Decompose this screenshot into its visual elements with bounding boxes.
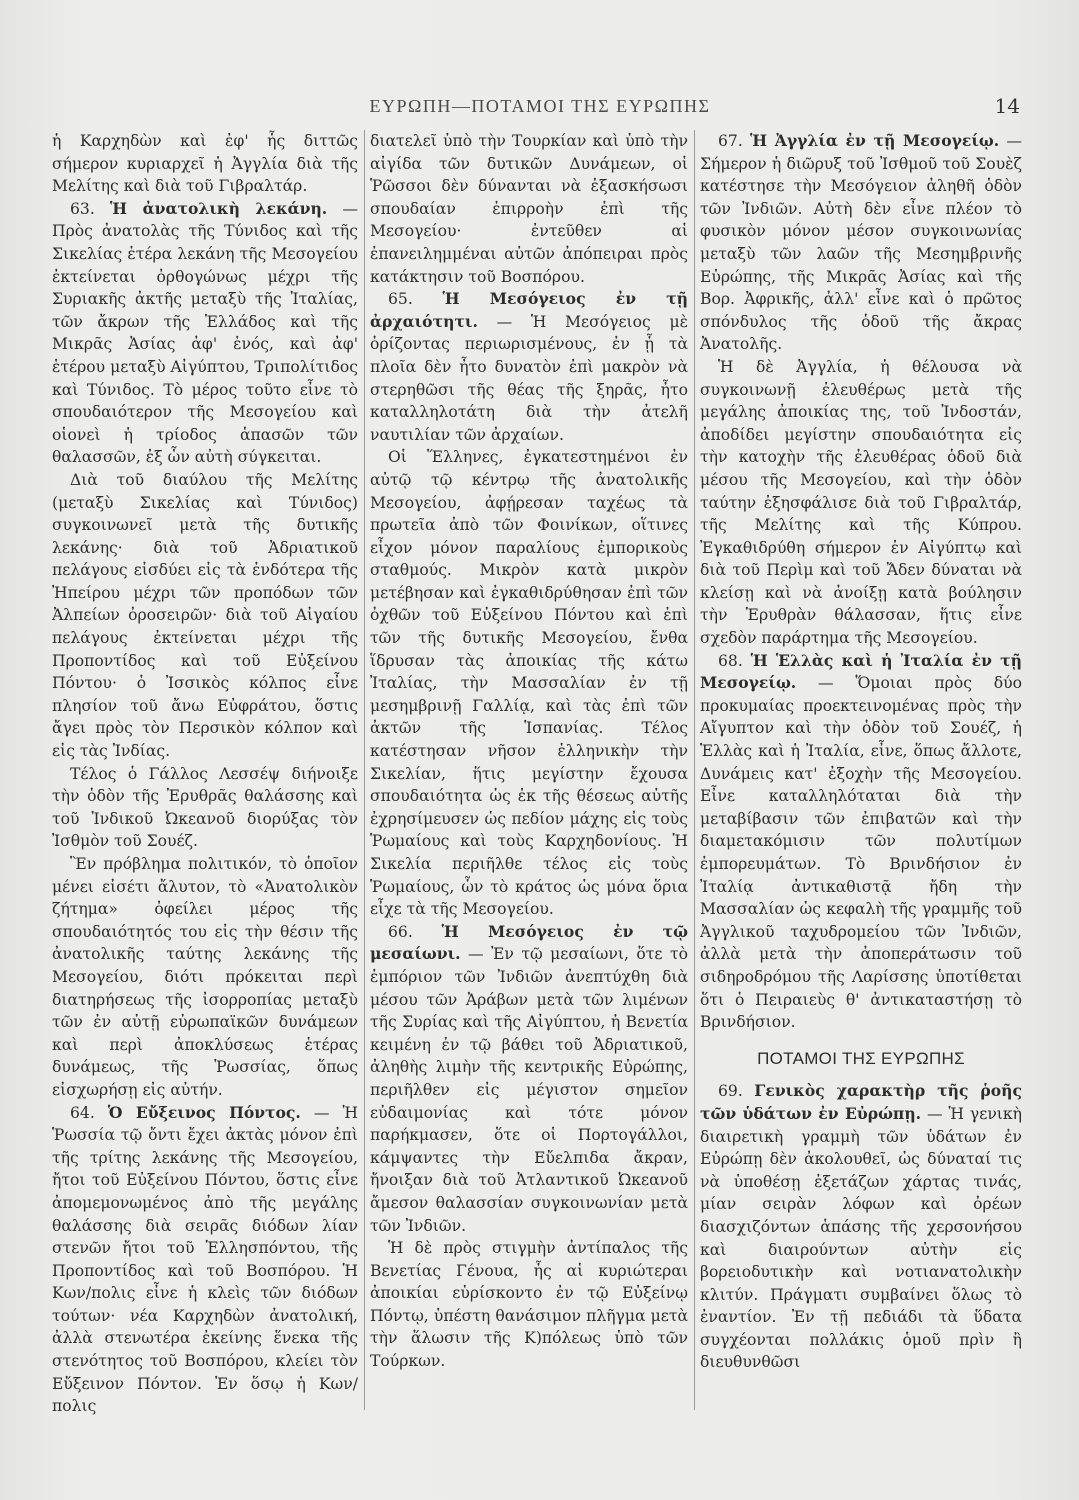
- paragraph: Ἡ δὲ Ἀγγλία, ἡ θέλουσα νὰ συγκοινωνῇ ἐλευθέρως μετὰ τῆς μεγάλης ἀποικίας της, τοῦ Ἰνδοστάν, ἀποδίδει μεγίστην σπουδαιότητα εἰς τὴν κατοχὴν τῆς ἐλευθέρας ὁδοῦ διὰ μέσου τῆς Μεσογείου, καὶ τὴν ὁδὸν ταύτην ἐξησφάλισε διὰ τοῦ Γιβραλτάρ, τῆς Μελίτης καὶ τῆς Κύπρου. Ἐγκαθιδρύθη σήμερον ἐν Αἰγύπτῳ καὶ διὰ τοῦ Περὶμ καὶ τοῦ Ἄδεν δύναται νὰ κλείσῃ καὶ νὰ ἀνοίξῃ κατὰ βούλησιν τὴν Ἐρυθρὰν θάλασσαν, ἥτις εἶνε σχεδὸν παράρτημα τῆς Μεσογείου.: [700, 357, 1022, 648]
- section-text: — Ὅμοιαι πρὸς δύο προκυμαίας προεκτεινομένας πρὸς τὴν Αἴγυπτον καὶ τὴν ὁδὸν τοῦ Σουέζ, ἡ Ἑλλὰς καὶ ἡ Ἰταλία, εἶνε, ὅπως ἄλλοτε, Δυνάμεις κατ' ἐξοχὴν τῆς Μεσογείου. Εἶνε καταλληλόταται διὰ τὴν μεταβίβασιν τῶν ἐπιβατῶν καὶ τὴν διαμετακόμισιν τῶν πολυτίμων ἐμπορευμάτων. Τὸ Βρινδήσιον ἐν Ἰταλίᾳ ἀντικαθιστᾷ ἤδη τὴν Μασσαλίαν ὡς κεφαλὴ τῆς γραμμῆς τοῦ Ἀγγλικοῦ ταχυδρομείου τῶν Ἰνδιῶν, ἀλλὰ μετὰ τὴν ἀποπεράτωσιν τοῦ σιδηροδρόμου τῆς Λαρίσσης ὑποτίθεται ὅτι ὁ Πειραιεὺς θ' ἀντικαταστήσῃ τὸ Βρινδήσιον.: [700, 674, 1022, 1032]
- section-heading: Ἡ Μεσόγειος ἐν τῷ μεσαίωνι.: [370, 921, 688, 964]
- section-paragraph-66: [370, 921, 688, 1237]
- section-heading: Ὁ Εὔξεινος Πόντος.: [107, 1102, 301, 1122]
- paragraph: Οἱ Ἕλληνες, ἐγκατεστημένοι ἐν αὐτῷ τῷ κέντρῳ τῆς ἀνατολικῆς Μεσογείου, ἀφῄρεσαν ταχέως τὰ πρωτεῖα ἀπὸ τῶν Φοινίκων, οἵτινες εἶχον μόνον παραλίους ἐμπορικοὺς σταθμούς. Μικρὸν κατὰ μικρὸν μετέβησαν καὶ ἐγκαθιδρύθησαν ἐπὶ τῶν ὀχθῶν τοῦ Εὐξείνου Πόντου καὶ ἐπὶ τῶν τῆς δυτικῆς Μεσογείου, ἔνθα ἵδρυσαν τὰς ἀποικίας τῆς κάτω Ἰταλίας, τὴν Μασσαλίαν ἐν τῇ μεσημβρινῇ Γαλλίᾳ, καὶ τὰς ἐπὶ τῶν ἀκτῶν τῆς Ἱσπανίας. Τέλος κατέστησαν νῆσον ἑλληνικὴν τὴν Σικελίαν, ἥτις μεγίστην ἔχουσα σπουδαιότητα ὡς ἐκ τῆς θέσεως αὐτῆς ἐχρησίμευσεν ὡς πεδίον μάχης εἰς τοὺς Ῥωμαίους καὶ τοὺς Καρχηδονίους. Ἡ Σικελία περιῆλθε τέλος εἰς τοὺς Ῥωμαίους, ὧν τὸ κράτος ὡς μόνα ὅρια εἶχε τὰ τῆς Μεσογείου.: [370, 448, 688, 919]
- section-number: 67.: [718, 132, 743, 150]
- section-paragraph-65: [370, 288, 688, 446]
- running-title: ΕΥΡΩΠΗ—ΠΟΤΑΜΟΙ ΤΗΣ ΕΥΡΩΠΗΣ: [369, 96, 711, 116]
- section-text: — Ἐν τῷ μεσαίωνι, ὅτε τὸ ἐμπόριον τῶν Ἰνδιῶν ἀνεπτύχθη διὰ μέσου τῶν Ἀράβων μετὰ τῶν λιμένων τῆς Συρίας καὶ τῆς Αἰγύπτου, ἡ Βενετία κειμένη ἐν τῷ βάθει τοῦ Ἀδριατικοῦ, ἀληθὴς λιμὴν τῆς κεντρικῆς Εὐρώπης, περιῆλθεν εἰς μέγιστον σημεῖον εὐδαιμονίας καὶ τότε μόνον παρήκμασεν, ὅτε οἱ Πορτογάλλοι, κάμψαντες τὴν Εὔελπιδα ἄκραν, ἤνοιξαν διὰ τοῦ Ἀτλαντικοῦ Ὠκεανοῦ ἄμεσον θαλασσίαν συγκοινωνίαν μετὰ τῶν Ἰνδιῶν.: [370, 945, 688, 1235]
- section-paragraph-63: [52, 198, 358, 469]
- section-paragraph-68: [700, 650, 1022, 1034]
- paragraph: Ἡ δὲ πρὸς στιγμὴν ἀντίπαλος τῆς Βενετίας Γένουα, ἧς αἱ κυριώτεραι ἀποικίαι εὑρίσκοντο ἐν τῷ Εὐξείνῳ Πόντῳ, ὑπέστη θανάσιμον πλῆγμα μετὰ τὴν ἅλωσιν τῆς Κ)πόλεως ὑπὸ τῶν Τούρκων.: [370, 1239, 688, 1371]
- section-paragraph-64: [52, 1102, 358, 1418]
- section-title: ΠΟΤΑΜΟΙ ΤΗΣ ΕΥΡΩΠΗΣ: [757, 1048, 965, 1068]
- paragraph: ἡ Καρχηδὼν καὶ ἐφ' ἧς διττῶς σήμερον κυριαρχεῖ ἡ Ἀγγλία διὰ τῆς Μελίτης καὶ διὰ τοῦ Γιβραλτάρ.: [52, 132, 358, 196]
- text-column-1: [52, 130, 358, 1470]
- section-number: 66.: [388, 922, 413, 941]
- paragraph: διατελεῖ ὑπὸ τὴν Τουρκίαν καὶ ὑπὸ τὴν αἰγίδα τῶν δυτικῶν Δυνάμεων, οἱ Ῥῶσσοι δὲν δύνανται νὰ ἐξασκήσωσι σπουδαίαν ἐπιρροὴν ἐπὶ τῆς Μεσογείου· ἐντεῦθεν αἱ ἐπανειλημμέναι αὐτῶν ἀπόπειραι πρὸς κατάκτησιν τοῦ Βοσπόρου.: [370, 132, 688, 286]
- paragraph: Διὰ τοῦ διαύλου τῆς Μελίτης (μεταξὺ Σικελίας καὶ Τύνιδος) συγκοινωνεῖ μετὰ τῆς δυτικῆς λεκάνης· διὰ τοῦ Ἀδριατικοῦ πελάγους εἰσδύει εἰς τὰ ἐνδότερα τῆς Ἠπείρου μέχρι τῶν προπόδων τῶν Ἀλπείων ὀροσειρῶν· διὰ τοῦ Αἰγαίου πελάγους ἐκτείνεται μέχρι τῆς Προποντίδος καὶ τοῦ Εὐξείνου Πόντου· ὁ Ἰσσικὸς κόλπος εἶνε πλησίον τοῦ ἄνω Εὐφράτου, ὅστις ἄγει πρὸς τὸν Περσικὸν κόλπον καὶ εἰς τὰς Ἰνδίας.: [52, 470, 358, 761]
- running-head: [60, 96, 1020, 126]
- section-number: 65.: [388, 290, 413, 309]
- section-heading: Ἡ Ἀγγλία ἐν τῇ Μεσογείῳ.: [750, 131, 1000, 150]
- section-text: — Σήμερον ἡ διῶρυξ τοῦ Ἰσθμοῦ τοῦ Σουὲζ κατέστησε τὴν Μεσόγειον ἀληθῆ ὁδὸν τῶν Ἰνδιῶν. Αὐτὴ δὲν εἶνε πλέον τὸ φυσικὸν μόνον μέσον συγκοινωνίας μεταξὺ τῶν λαῶν τῆς Μεσημβρινῆς Εὐρώπης, τῆς Μικρᾶς Ἀσίας καὶ τῆς Βορ. Ἀφρικῆς, ἀλλ' εἶνε καὶ ὁ πρῶτος σπόνδυλος τῆς ὁδοῦ τῆς ἄκρας Ἀνατολῆς.: [700, 132, 1022, 354]
- page-number: 14: [994, 94, 1020, 118]
- section-heading: Ἡ ἀνατολικὴ λεκάνη.: [109, 198, 328, 218]
- paragraph: Τέλος ὁ Γάλλος Λεσσέψ διήνοιξε τὴν ὁδὸν τῆς Ἐρυθρᾶς θαλάσσης καὶ τοῦ Ἰνδικοῦ Ὠκεανοῦ διορύξας τὸν Ἰσθμὸν τοῦ Σουέζ.: [52, 764, 358, 851]
- column-divider-2: [694, 130, 695, 1410]
- section-text: — Πρὸς ἀνατολὰς τῆς Τύνιδος καὶ τῆς Σικελίας ἑτέρα λεκάνη τῆς Μεσογείου ἐκτείνεται ὀρθογώνως μέχρι τῆς Συριακῆς ἀκτῆς μεταξὺ τῆς Ἰταλίας, τῶν ἄκρων τῆς Ἑλλάδος καὶ τῆς Μικρᾶς Ἀσίας ἀφ' ἑνός, καὶ ἀφ' ἑτέρου μεταξὺ Αἰγύπτου, Τριπολίτιδος καὶ Τύνιδος. Τὸ μέρος τοῦτο εἶνε τὸ σπουδαιότερον τῆς Μεσογείου καὶ οἱονεὶ ἡ τρίοδος ἁπασῶν τῶν θαλασσῶν, ἐξ ὧν αὐτὴ σύγκειται.: [52, 199, 358, 467]
- section-text: — Ἡ Ῥωσσία τῷ ὄντι ἔχει ἀκτὰς μόνον ἐπὶ τῆς τρίτης λεκάνης τῆς Μεσογείου, ἤτοι τοῦ Εὐξείνου Πόντου, ὅστις εἶνε ἀπομεμονωμένος ἀπὸ τῆς μεγάλης θαλάσσης διὰ σειρᾶς διόδων λίαν στενῶν ἤτοι τοῦ Ἑλλησπόντου, τῆς Προποντίδος καὶ τοῦ Βοσπόρου. Ἡ Κων/πολις εἶνε ἡ κλεὶς τῶν διόδων τούτων· νέα Καρχηδὼν ἀνατολική, ἀλλὰ στενωτέρα ἐκείνης ἕνεκα τῆς στενότητος τοῦ Βοσπόρου, κλείει τὸν Εὔξεινον Πόντον. Ἐν ὅσῳ ἡ Κων/πολις: [52, 1103, 358, 1416]
- section-heading: Ἡ Μεσόγειος ἐν τῇ ἀρχαιότητι.: [370, 289, 688, 331]
- section-text: — Ἡ γενικὴ διαιρετικὴ γραμμὴ τῶν ὑδάτων ἐν Εὐρώπῃ δὲν ἀκολουθεῖ, ὡς δύναταί τις νὰ ὑποθέσῃ ἐξετάζων χάρτας τινάς, μίαν σειρὰν λόφων καὶ ὀρέων διασχιζόντων ἁπάσης τῆς χερσονήσου καὶ διαιρούντων αὐτὴν εἰς βορειοδυτικὴν καὶ νοτιανατολικὴν κλιτύν. Πράγματι συμβαίνει ὅλως τὸ ἐναντίον. Ἐν τῇ πεδιάδι τὰ ὕδατα συγχέονται πολλάκις ὁμοῦ πρὶν ἢ διευθυνθῶσι: [700, 1104, 1022, 1372]
- section-heading: Ἡ Ἑλλὰς καὶ ἡ Ἰταλία ἐν τῇ Μεσογείῳ.: [700, 650, 1022, 693]
- section-number: 63.: [70, 199, 95, 218]
- section-number: 64.: [70, 1103, 95, 1122]
- section-paragraph-67: [700, 130, 1022, 356]
- column-divider-1: [364, 130, 365, 1410]
- paragraph: Ἓν πρόβλημα πολιτικόν, τὸ ὁποῖον μένει εἰσέτι ἄλυτον, τὸ «Ἀνατολικὸν ζήτημα» ὀφείλει μέρος τῆς σπουδαιότητός του εἰς τὴν θέσιν τῆς ἀνατολικῆς ταύτης λεκάνης τῆς Μεσογείου, διότι πρόκειται περὶ διατηρήσεως τῆς ἰσορροπίας μεταξὺ τῶν ἐν αὐτῇ εὐρωπαϊκῶν δυνάμεων καὶ περὶ ἀποκλύσεως ἑτέρας δυνάμεως, τῆς Ῥωσσίας, ὅπως εἰσχωρήσῃ εἰς αὐτήν.: [52, 855, 358, 1099]
- section-heading: Γενικὸς χαρακτὴρ τῆς ῥοῆς τῶν ὑδάτων ἐν Εὐρώπῃ.: [700, 1081, 1022, 1123]
- section-paragraph-69: [700, 1080, 1022, 1374]
- section-number: 68.: [718, 651, 743, 670]
- text-column-2: [370, 130, 688, 1470]
- text-column-3: [700, 130, 1022, 1470]
- section-text: — Ἡ Μεσόγειος μὲ ὁρίζοντας περιωρισμένους, ἐν ᾗ τὰ πλοῖα δὲν ἦτο δυνατὸν ἐπὶ μακρὸν νὰ στερηθῶσι τῆς θέας τῆς ξηρᾶς, ἦτο καταλληλοτάτη διὰ τὴν ἀτελῆ ναυτιλίαν τῶν ἀρχαίων.: [370, 312, 688, 444]
- section-number: 69.: [718, 1082, 743, 1101]
